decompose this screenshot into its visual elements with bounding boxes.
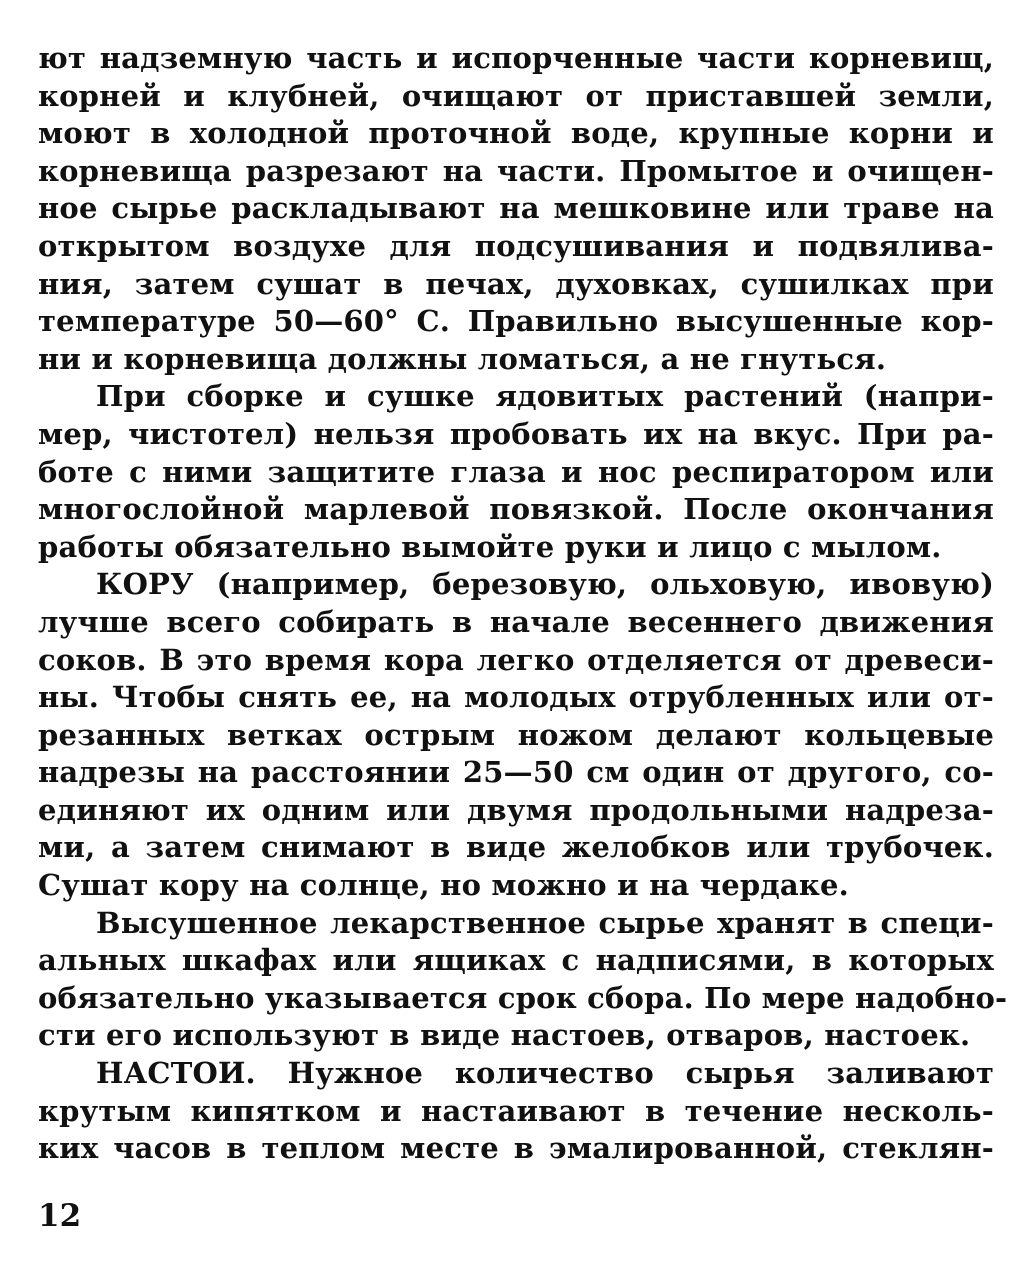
paragraph <box>38 566 994 904</box>
text-line: моют в холодной проточной воде, крупные корни и <box>38 116 994 151</box>
paragraph <box>38 378 994 566</box>
page-number: 12 <box>38 1198 82 1234</box>
text-line: альных шкафах или ящиках с надписями, в которых <box>38 943 994 978</box>
text-line: ют надземную часть и испорченные части корневищ, <box>38 41 994 75</box>
text-line: боте с ними защитите глаза и нос респиратором или <box>38 454 994 489</box>
text-line: корневища разрезают на части. Промытое и очищен- <box>38 153 994 188</box>
text-line: КОРУ (например, березовую, ольховую, ивовую) <box>96 567 994 602</box>
text-line: мер, чистотел) нельзя пробовать их на вкус. При ра- <box>38 416 994 451</box>
text-line: ния, затем сушат в печах, духовках, сушилках при <box>38 266 994 301</box>
text-line: многослойной марлевой повязкой. После окончания <box>38 492 994 527</box>
page-text-body <box>38 40 1008 1168</box>
text-line: ное сырье раскладывают на мешковине или траве на <box>38 191 994 226</box>
text-line: работы обязательно вымойте руки и лицо с мылом. <box>38 529 942 564</box>
paragraph <box>38 40 994 378</box>
text-line: ны. Чтобы снять ее, на молодых отрубленных или от- <box>38 680 994 715</box>
text-line: обязательно указывается срок сбора. По мере надобно- <box>38 980 1008 1015</box>
text-line: открытом воздухе для подсушивания и подвялива- <box>38 228 994 263</box>
text-line: лучше всего собирать в начале весеннего движения <box>38 604 994 639</box>
text-line: При сборке и сушке ядовитых растений (напри- <box>96 379 994 414</box>
text-line: соков. В это время кора легко отделяется от древеси- <box>38 642 994 677</box>
text-line: ких часов в теплом месте в эмалированной, стеклян- <box>38 1131 994 1166</box>
text-line: температуре 50—60° С. Правильно высушенные кор- <box>38 304 994 339</box>
text-line: НАСТОИ. Нужное количество сырья заливают <box>96 1056 994 1091</box>
text-line: Сушат кору на солнце, но можно и на чердаке. <box>38 868 849 903</box>
paragraph <box>38 1055 994 1168</box>
text-line: ми, а затем снимают в виде желобков или трубочек. <box>38 830 994 865</box>
text-line: единяют их одним или двумя продольными надреза- <box>38 792 994 827</box>
text-line: крутым кипятком и настаивают в течение несколь- <box>38 1093 994 1128</box>
text-line: надрезы на расстоянии 25—50 см один от другого, со- <box>38 755 994 790</box>
text-line: корней и клубней, очищают от приставшей земли, <box>38 78 994 113</box>
text-line: Высушенное лекарственное сырье хранят в специ- <box>96 905 994 940</box>
text-line: ни и корневища должны ломаться, а не гнуться. <box>38 341 887 376</box>
text-line: сти его используют в виде настоев, отваров, настоек. <box>38 1018 971 1053</box>
text-line: резанных ветках острым ножом делают кольцевые <box>38 717 994 752</box>
paragraph <box>38 905 1008 1055</box>
